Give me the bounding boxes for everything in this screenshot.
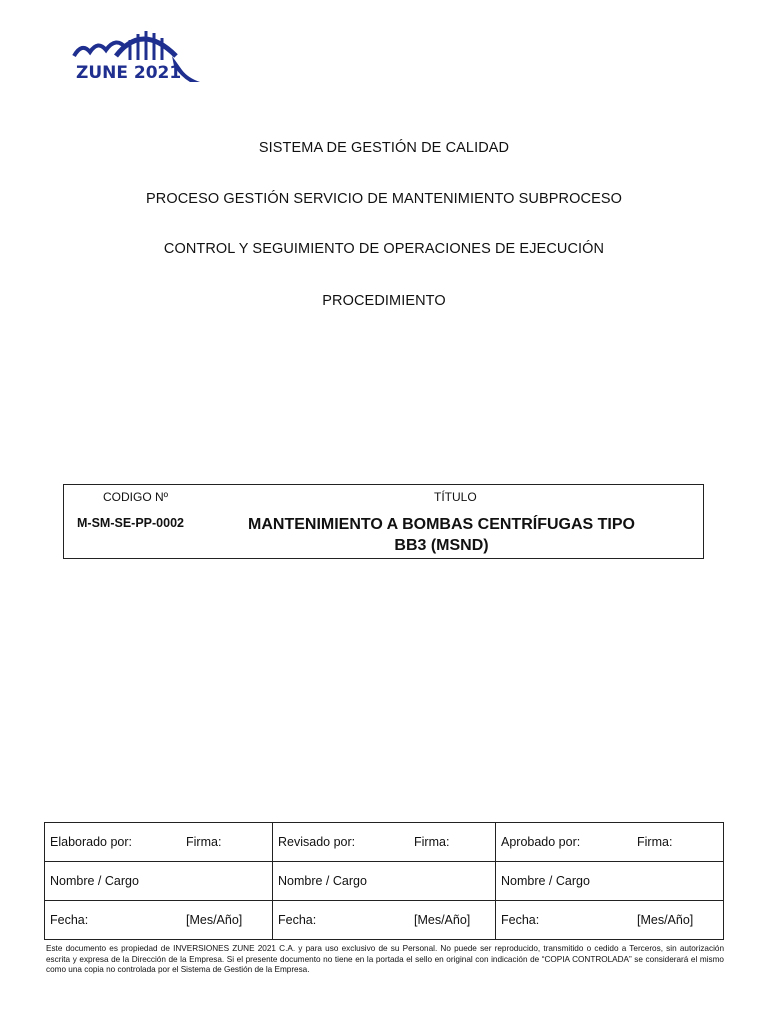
aprobado-cell bbox=[496, 823, 724, 862]
elaborado-fecha: Fecha: bbox=[50, 913, 89, 927]
revisado-date-cell bbox=[273, 901, 496, 940]
revisado-name-cell bbox=[273, 862, 496, 901]
revisado-nombre: Nombre / Cargo bbox=[278, 874, 367, 888]
company-logo bbox=[72, 26, 202, 84]
footer-disclaimer: Este documento es propiedad de INVERSIONES ZUNE 2021 C.A. y para uso exclusivo de su Personal. No puede ser reproducido, transmitido o cedido a Terceros, sin autorización escrita y expresa de la Dirección de la Empresa. Si el presente documento no tiene en la portada el sello en original con indicación de “COPIA CONTROLADA” se considerará el mismo como una copia no controlada por el Sistema de Gestión de la Empresa. bbox=[46, 944, 724, 975]
system-heading: SISTEMA DE GESTIÓN DE CALIDAD bbox=[258, 140, 510, 156]
signature-table bbox=[44, 822, 724, 940]
aprobado-firma: Firma: bbox=[637, 835, 673, 849]
code-title-box bbox=[63, 484, 704, 559]
revisado-label: Revisado por: bbox=[278, 835, 356, 849]
elaborado-firma: Firma: bbox=[186, 835, 222, 849]
elaborado-name-cell bbox=[45, 862, 273, 901]
title-line-1: MANTENIMIENTO A BOMBAS CENTRÍFUGAS TIPO bbox=[248, 516, 635, 533]
process-heading: PROCESO GESTIÓN SERVICIO DE MANTENIMIENTO SUBPROCESO bbox=[146, 191, 622, 207]
logo-text: ZUNE 2021 bbox=[76, 63, 182, 83]
revisado-cell bbox=[273, 823, 496, 862]
signature-row-dates bbox=[45, 901, 724, 940]
code-value: M-SM-SE-PP-0002 bbox=[77, 516, 184, 530]
title-value bbox=[219, 514, 664, 556]
subprocess-heading: CONTROL Y SEGUIMIENTO DE OPERACIONES DE EJECUCIÓN bbox=[163, 241, 605, 257]
elaborado-date-cell bbox=[45, 901, 273, 940]
revisado-fecha-value: [Mes/Año] bbox=[414, 913, 471, 927]
aprobado-date-cell bbox=[496, 901, 724, 940]
aprobado-fecha-value: [Mes/Año] bbox=[637, 913, 694, 927]
elaborado-nombre: Nombre / Cargo bbox=[50, 874, 139, 888]
revisado-firma: Firma: bbox=[414, 835, 450, 849]
elaborado-label: Elaborado por: bbox=[50, 835, 133, 849]
signature-row-names bbox=[45, 862, 724, 901]
elaborado-fecha-value: [Mes/Año] bbox=[186, 913, 243, 927]
aprobado-nombre: Nombre / Cargo bbox=[501, 874, 590, 888]
elaborado-cell bbox=[45, 823, 273, 862]
title-label: TÍTULO bbox=[434, 490, 477, 504]
code-label: CODIGO Nº bbox=[103, 490, 169, 504]
signature-row-roles bbox=[45, 823, 724, 862]
aprobado-name-cell bbox=[496, 862, 724, 901]
aprobado-fecha: Fecha: bbox=[501, 913, 540, 927]
doc-type-heading: PROCEDIMIENTO bbox=[322, 293, 446, 309]
title-line-2: BB3 (MSND) bbox=[394, 537, 489, 554]
revisado-fecha: Fecha: bbox=[278, 913, 317, 927]
aprobado-label: Aprobado por: bbox=[501, 835, 581, 849]
